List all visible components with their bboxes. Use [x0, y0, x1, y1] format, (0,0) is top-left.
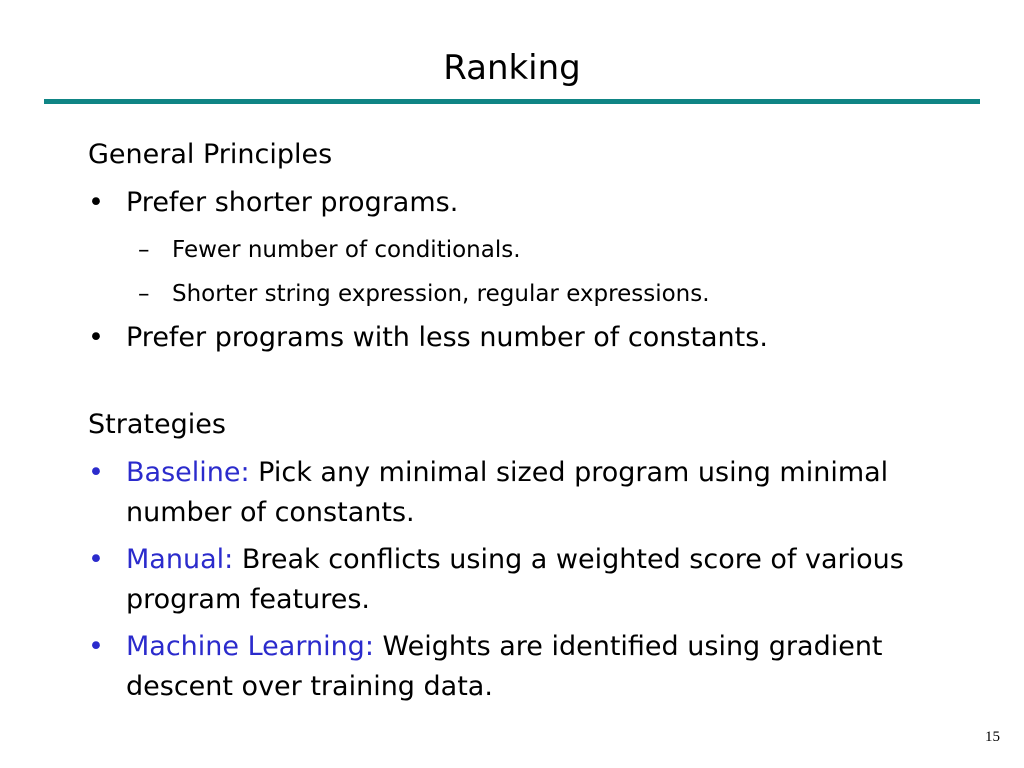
principle-bullet — [88, 183, 988, 223]
bullet-icon: • — [88, 457, 104, 488]
principle-sub-text: Shorter string expression, regular expressions. — [172, 281, 710, 307]
bullet-icon: • — [88, 187, 104, 218]
strategy-label: Manual: — [126, 544, 234, 575]
slide-body — [88, 134, 988, 707]
strategy-bullet — [88, 540, 988, 620]
principle-text: Prefer programs with less number of constants. — [126, 322, 768, 353]
section-spacer — [88, 358, 988, 404]
bullet-icon: • — [88, 322, 104, 353]
strategy-bullet — [88, 627, 988, 707]
strategy-label: Machine Learning: — [126, 631, 374, 662]
title-divider — [44, 99, 980, 104]
principles-heading: General Principles — [88, 139, 333, 170]
strategies-heading: Strategies — [88, 409, 226, 440]
slide-title: Ranking — [443, 48, 581, 88]
strategy-text: Weights are identified using gradient descent over training data. — [126, 631, 883, 702]
strategy-bullet — [88, 453, 988, 533]
bullet-icon: • — [88, 544, 104, 575]
dash-icon: – — [138, 237, 150, 263]
dash-icon: – — [138, 281, 150, 307]
principle-text: Prefer shorter programs. — [126, 187, 459, 218]
strategy-label: Baseline: — [126, 457, 250, 488]
slide-number: 15 — [985, 729, 1000, 745]
strategy-text: Pick any minimal sized program using minimal number of constants. — [126, 457, 889, 528]
bullet-icon: • — [88, 631, 104, 662]
principle-sub-text: Fewer number of conditionals. — [172, 237, 521, 263]
principle-bullet — [88, 318, 988, 358]
strategy-text: Break conflicts using a weighted score of various program features. — [126, 544, 904, 615]
principle-sub-bullet — [88, 277, 988, 311]
principle-sub-bullet — [88, 233, 988, 267]
